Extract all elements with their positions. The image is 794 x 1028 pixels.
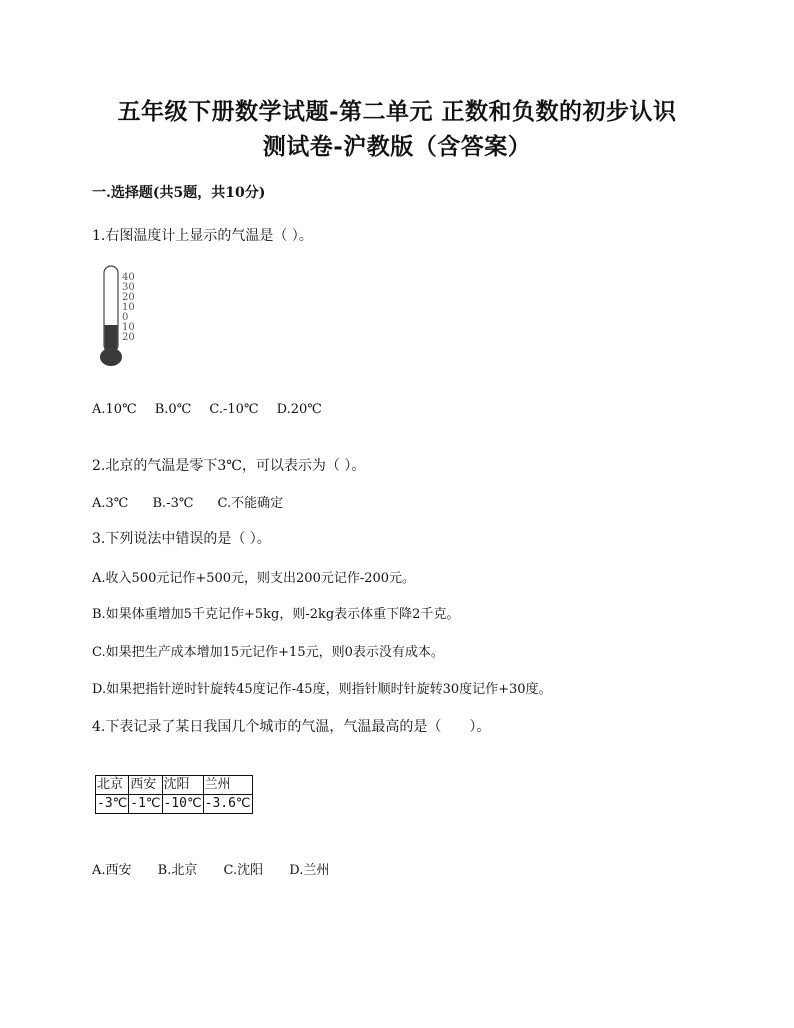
page-title-line2: 测试卷-沪教版（含答案） [262,133,532,160]
question-3-text: 3.下列说法中错误的是（ ）。 [92,531,271,547]
thermometer-scale-label: 40 [122,272,135,283]
option-a[interactable]: A.3℃ [92,496,129,511]
table-header-row [96,776,253,795]
option-d[interactable]: D.兰州 [289,863,330,878]
option-c[interactable]: C.不能确定 [217,496,284,511]
option-a[interactable]: A.西安 [92,863,132,878]
table-header-cell: 沈阳 [162,776,203,795]
option-d[interactable]: D.如果把指针逆时针旋转45度记作-45度，则指针顺时针旋转30度记作+30度。 [92,682,552,697]
option-c[interactable]: C.沈阳 [223,863,264,878]
section-heading: 一.选择题(共5题，共10分) [92,185,266,201]
thermometer-figure [98,264,148,368]
thermometer-scale-label: 20 [122,292,135,303]
thermometer-scale-label: 10 [122,302,135,313]
table-row [96,795,253,814]
thermometer-scale-label: 30 [122,282,135,293]
city-temperature-table-wrap [95,775,253,814]
option-b[interactable]: B.0℃ [154,402,192,417]
table-cell: -1℃ [129,795,162,814]
thermometer-icon [98,264,148,368]
table-cell: -3.6℃ [203,795,252,814]
question-1-text: 1.右图温度计上显示的气温是（ ）。 [92,228,313,244]
option-b[interactable]: B.如果体重增加5千克记作+5kg，则-2kg表示体重下降2千克。 [92,607,460,622]
option-c[interactable]: C.如果把生产成本增加15元记作+15元，则0表示没有成本。 [92,645,444,660]
table-header-cell: 西安 [129,776,162,795]
option-c[interactable]: C.-10℃ [209,402,259,417]
option-a[interactable]: A.收入500元记作+500元，则支出200元记作-200元。 [92,571,416,586]
question-4-options [92,859,343,878]
question-1-options [92,402,336,417]
thermometer-scale-label: 0 [122,312,129,323]
option-a[interactable]: A.10℃ [92,402,137,417]
table-cell: -10℃ [162,795,203,814]
option-b[interactable]: B.-3℃ [152,496,194,511]
city-temperature-table [95,775,253,814]
question-2-options [92,492,297,511]
question-4-text: 4.下表记录了某日我国几个城市的气温，气温最高的是（ ）。 [92,719,491,735]
table-header-cell: 北京 [96,776,129,795]
question-2-text: 2.北京的气温是零下3℃，可以表示为（ ）。 [92,458,366,474]
table-cell: -3℃ [96,795,129,814]
page-title-line1: 五年级下册数学试题-第二单元 正数和负数的初步认识 [117,98,677,125]
option-b[interactable]: B.北京 [157,863,198,878]
thermometer-scale-label: 10 [122,322,135,333]
thermometer-scale-label: 20 [122,332,135,343]
table-header-cell: 兰州 [203,776,252,795]
option-d[interactable]: D.20℃ [276,402,322,417]
